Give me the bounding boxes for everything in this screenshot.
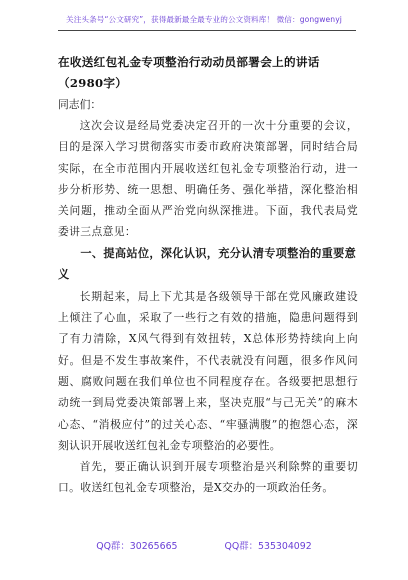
section1-paragraph-2: 首先，要正确认识到开展专项整治是兴利除弊的重要切口。收送红包礼金专项整治，是X交办的一项政治任务。 — [58, 460, 358, 495]
footer-contact — [0, 538, 408, 552]
document-body — [58, 52, 358, 499]
qq-group-1: QQ群：30265665 — [96, 541, 178, 552]
header-divider — [58, 30, 356, 31]
intro-paragraph: 这次会议是经局党委决定召开的一次十分重要的会议，目的是深入学习贯彻落实市委市政府决策部署，同时结合局实际，在全市范围内开展收送红包礼金专项整治行动，进一步分析形势、统一思想、明确任务、强化举措，深化整治相关问题，推动全面从严治党向纵深推进。下面，我代表局党委讲三点意见： — [58, 119, 358, 239]
header-banner: 关注头条号“公文研究”，获得最新最全最专业的公文资料库！ 微信：gongwenyj — [66, 15, 342, 24]
qq-group-2: QQ群：535304092 — [224, 541, 312, 552]
salutation: 同志们： — [58, 98, 102, 111]
document-title: 在收送红包礼金专项整治行动动员部署会上的讲话（2980字） — [58, 55, 320, 90]
section-heading-1: 一、提高站位，深化认识，充分认清专项整治的重要意义 — [58, 245, 357, 282]
section1-paragraph-1: 长期起来，局上下尤其是各级领导干部在党风廉政建设上倾注了心血，采取了一些行之有效的措施，隐患问题得到了有力清除，X风气得到有效扭转，X总体形势持续向上向好。但是不发生事故案件，不代表就没有问题，很多作风问题、腐败问题在我们单位也不同程度存在。各级要把思想行动统一到局党委决策部署上来，坚决克服“与己无关”的麻木心态、“消极应付”的过关心态、“牢骚满腹”的抱怨心态，深刻认识开展收送红包礼金专项整治的必要性。 — [58, 289, 358, 452]
